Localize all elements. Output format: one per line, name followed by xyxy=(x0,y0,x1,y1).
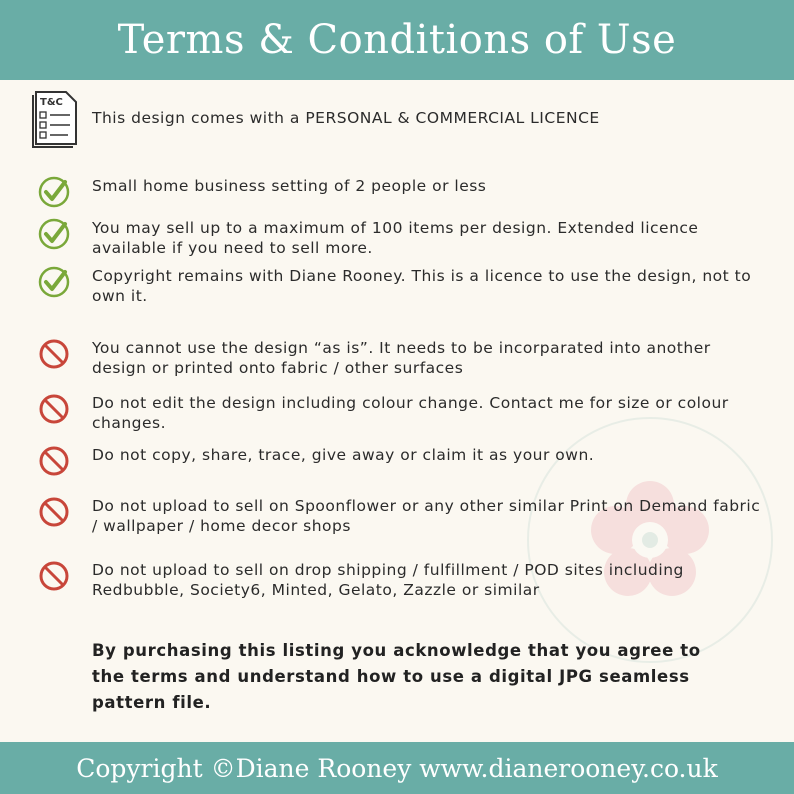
licence-type-text: This design comes with a PERSONAL & COMMERCIAL LICENCE xyxy=(92,109,600,127)
acknowledgement-text: By purchasing this listing you acknowledge that you agree to the terms and understand how to use a digital JPG seamless pattern file. xyxy=(92,641,701,712)
copyright-text: Copyright ©Diane Rooney www.dianerooney.co.uk xyxy=(76,753,718,783)
prohibited-icon xyxy=(38,560,70,592)
document-icon xyxy=(30,88,80,148)
prohibited-icon xyxy=(38,393,70,425)
prohibited-item-text: Do not upload to sell on drop shipping / fulfillment / POD sites including Redbubble, Society6, Minted, Gelato, Zazzle or similar xyxy=(92,561,684,599)
checkmark-icon xyxy=(38,218,70,250)
checkmark-icon xyxy=(38,266,70,298)
prohibited-item-text: You cannot use the design “as is”. It needs to be incorparated into another design or printed onto fabric / other surfaces xyxy=(92,339,711,377)
prohibited-item-text: Do not edit the design including colour change. Contact me for size or colour changes. xyxy=(92,394,729,432)
allowed-item-text: You may sell up to a maximum of 100 items per design. Extended licence available if you need to sell more. xyxy=(92,219,699,257)
prohibited-icon xyxy=(38,445,70,477)
allowed-item-text: Small home business setting of 2 people or less xyxy=(92,177,487,195)
prohibited-item-text: Do not upload to sell on Spoonflower or any other similar Print on Demand fabric / wallpaper / home decor shops xyxy=(92,497,761,535)
checkmark-icon xyxy=(38,176,70,208)
title-banner xyxy=(0,0,794,80)
prohibited-item-text: Do not copy, share, trace, give away or claim it as your own. xyxy=(92,446,595,464)
licence-intro xyxy=(30,88,770,148)
prohibited-icon xyxy=(38,496,70,528)
tc-label: T&C xyxy=(40,97,63,108)
footer-banner xyxy=(0,742,794,794)
allowed-item-text: Copyright remains with Diane Rooney. This is a licence to use the design, not to own it. xyxy=(92,267,752,305)
prohibited-icon xyxy=(38,338,70,370)
page-title: Terms & Conditions of Use xyxy=(117,17,677,63)
